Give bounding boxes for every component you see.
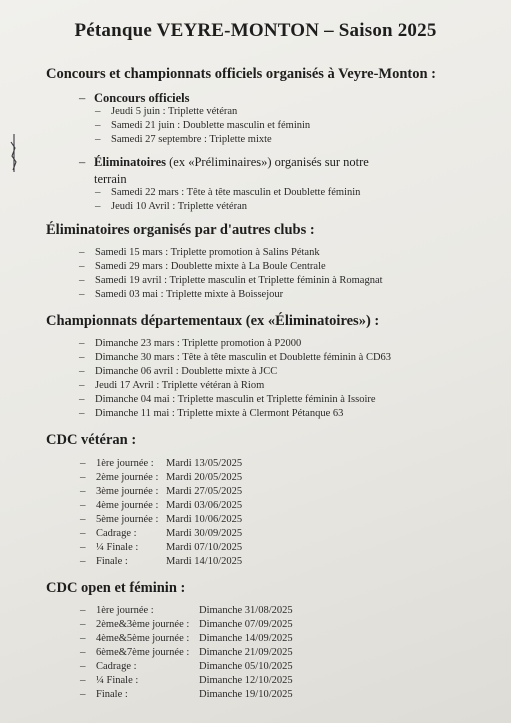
concours-heading: [79, 91, 190, 106]
row-label: 6ème&7ème journée :: [96, 647, 190, 658]
row-label: Cadrage :: [96, 528, 137, 539]
list-item: [95, 200, 247, 212]
table-row: [80, 674, 293, 686]
section-cdc-open-heading: CDC open et féminin :: [46, 580, 186, 596]
dash: –: [80, 541, 86, 553]
dash: –: [79, 91, 86, 105]
row-label: 2ème&3ème journée :: [96, 619, 190, 630]
dash: –: [95, 133, 101, 145]
table-row: [80, 646, 293, 658]
row-date: Dimanche 14/09/2025: [199, 633, 293, 644]
list-item-text: Jeudi 17 Avril : Triplette vétéran à Riom: [95, 380, 265, 391]
dash: –: [80, 688, 86, 700]
list-item-text: Dimanche 11 mai : Triplette mixte à Clermont Pétanque 63: [95, 408, 344, 419]
dash: –: [80, 457, 86, 469]
row-label: Finale :: [96, 689, 128, 700]
list-item-text: Samedi 19 avril : Triplette masculin et Triplette féminin à Romagnat: [95, 275, 383, 286]
row-date: Mardi 20/05/2025: [166, 472, 243, 483]
list-item: [95, 186, 361, 198]
table-row: [80, 513, 243, 525]
row-label: 3ème journée :: [96, 486, 159, 497]
dash: –: [80, 660, 86, 672]
section-local-heading: Concours et championnats officiels organisés à Veyre-Monton :: [46, 66, 437, 82]
table-row: [80, 471, 243, 483]
row-date: Dimanche 31/08/2025: [199, 605, 293, 616]
list-item: [79, 337, 302, 349]
list-item-text: Dimanche 30 mars : Tête à tête masculin et Doublette féminin à CD63: [95, 352, 392, 363]
elim-heading-rest: (ex «Préliminaires») organisés sur notre: [166, 155, 369, 169]
section-other-clubs-heading: Éliminatoires organisés par d'autres clubs :: [46, 222, 315, 238]
list-item-text: Samedi 21 juin : Doublette masculin et féminin: [111, 120, 311, 131]
row-date: Dimanche 12/10/2025: [199, 675, 293, 686]
section-cdc-veteran-heading: CDC vétéran :: [46, 432, 137, 448]
row-date: Mardi 10/06/2025: [166, 514, 243, 525]
table-row: [80, 499, 243, 511]
row-date: Dimanche 19/10/2025: [199, 689, 293, 700]
elim-heading: [79, 155, 369, 170]
row-label: 4ème journée :: [96, 500, 159, 511]
dash: –: [79, 274, 85, 286]
table-row: [80, 618, 293, 630]
table-row: [80, 555, 243, 567]
table-row: [80, 604, 293, 616]
list-item-text: Samedi 29 mars : Doublette mixte à La Boule Centrale: [95, 261, 326, 272]
row-date: Mardi 03/06/2025: [166, 500, 243, 511]
list-item: [79, 260, 326, 272]
elim-heading-line2: terrain: [94, 172, 127, 186]
list-item: [79, 393, 376, 405]
list-item: [79, 288, 284, 300]
dash: –: [79, 393, 85, 405]
dash: –: [79, 155, 86, 169]
row-date: Mardi 14/10/2025: [166, 556, 243, 567]
row-label: Cadrage :: [96, 661, 137, 672]
dash: –: [79, 337, 85, 349]
row-date: Mardi 13/05/2025: [166, 458, 243, 469]
dash: –: [80, 646, 86, 658]
list-item-text: Samedi 22 mars : Tête à tête masculin et Doublette féminin: [111, 187, 361, 198]
table-row: [80, 541, 243, 553]
row-label: 1ère journée :: [96, 458, 154, 469]
dash: –: [79, 351, 85, 363]
list-item: [95, 133, 272, 145]
dash: –: [79, 379, 85, 391]
dash: –: [95, 119, 101, 131]
row-date: Mardi 30/09/2025: [166, 528, 243, 539]
list-item-text: Samedi 03 mai : Triplette mixte à Boissejour: [95, 289, 284, 300]
row-label: Finale :: [96, 556, 128, 567]
list-item-text: Jeudi 5 juin : Triplette vétéran: [111, 106, 238, 117]
row-date: Dimanche 05/10/2025: [199, 661, 293, 672]
table-row: [80, 660, 293, 672]
table-row: [80, 457, 243, 469]
pen-mark-icon: [9, 132, 19, 176]
table-row: [80, 688, 293, 700]
list-item: [95, 119, 311, 131]
row-date: Dimanche 21/09/2025: [199, 647, 293, 658]
dash: –: [80, 618, 86, 630]
dash: –: [80, 632, 86, 644]
row-date: Mardi 07/10/2025: [166, 542, 243, 553]
list-item: [79, 379, 265, 391]
list-item-text: Dimanche 04 mai : Triplette masculin et Triplette féminin à Issoire: [95, 394, 376, 405]
list-item-text: Dimanche 23 mars : Triplette promotion à P2000: [95, 338, 302, 349]
dash: –: [80, 471, 86, 483]
table-row: [80, 632, 293, 644]
table-row: [80, 527, 243, 539]
row-label: ¼ Finale :: [96, 542, 139, 553]
row-label: 5ème journée :: [96, 514, 159, 525]
row-label: 2ème journée :: [96, 472, 159, 483]
page-title: Pétanque VEYRE-MONTON – Saison 2025: [74, 20, 437, 41]
table-row: [80, 485, 243, 497]
dash: –: [95, 200, 101, 212]
dash: –: [80, 527, 86, 539]
list-item-text: Samedi 27 septembre : Triplette mixte: [111, 134, 272, 145]
elim-heading-bold: Éliminatoires: [94, 155, 166, 169]
dash: –: [79, 365, 85, 377]
dash: –: [79, 260, 85, 272]
dash: –: [80, 555, 86, 567]
list-item: [79, 351, 392, 363]
dash: –: [80, 604, 86, 616]
dash: –: [79, 407, 85, 419]
row-date: Dimanche 07/09/2025: [199, 619, 293, 630]
list-item: [79, 407, 344, 419]
dash: –: [95, 186, 101, 198]
list-item-text: Samedi 15 mars : Triplette promotion à Salins Pétank: [95, 247, 320, 258]
dash: –: [80, 674, 86, 686]
row-label: ¼ Finale :: [96, 675, 139, 686]
row-label: 4ème&5ème journée :: [96, 633, 190, 644]
list-item-text: Dimanche 06 avril : Doublette mixte à JCC: [95, 366, 278, 377]
dash: –: [80, 513, 86, 525]
row-date: Mardi 27/05/2025: [166, 486, 243, 497]
list-item-text: Jeudi 10 Avril : Triplette vétéran: [111, 201, 247, 212]
dash: –: [80, 499, 86, 511]
concours-heading-text: Concours officiels: [94, 91, 190, 105]
list-item: [79, 365, 278, 377]
list-item: [95, 105, 238, 117]
section-departmental-heading: Championnats départementaux (ex «Éliminatoires») :: [46, 313, 380, 329]
list-item: [79, 274, 383, 286]
row-label: 1ère journée :: [96, 605, 154, 616]
dash: –: [79, 246, 85, 258]
list-item: [79, 246, 320, 258]
dash: –: [79, 288, 85, 300]
dash: –: [80, 485, 86, 497]
dash: –: [95, 105, 101, 117]
